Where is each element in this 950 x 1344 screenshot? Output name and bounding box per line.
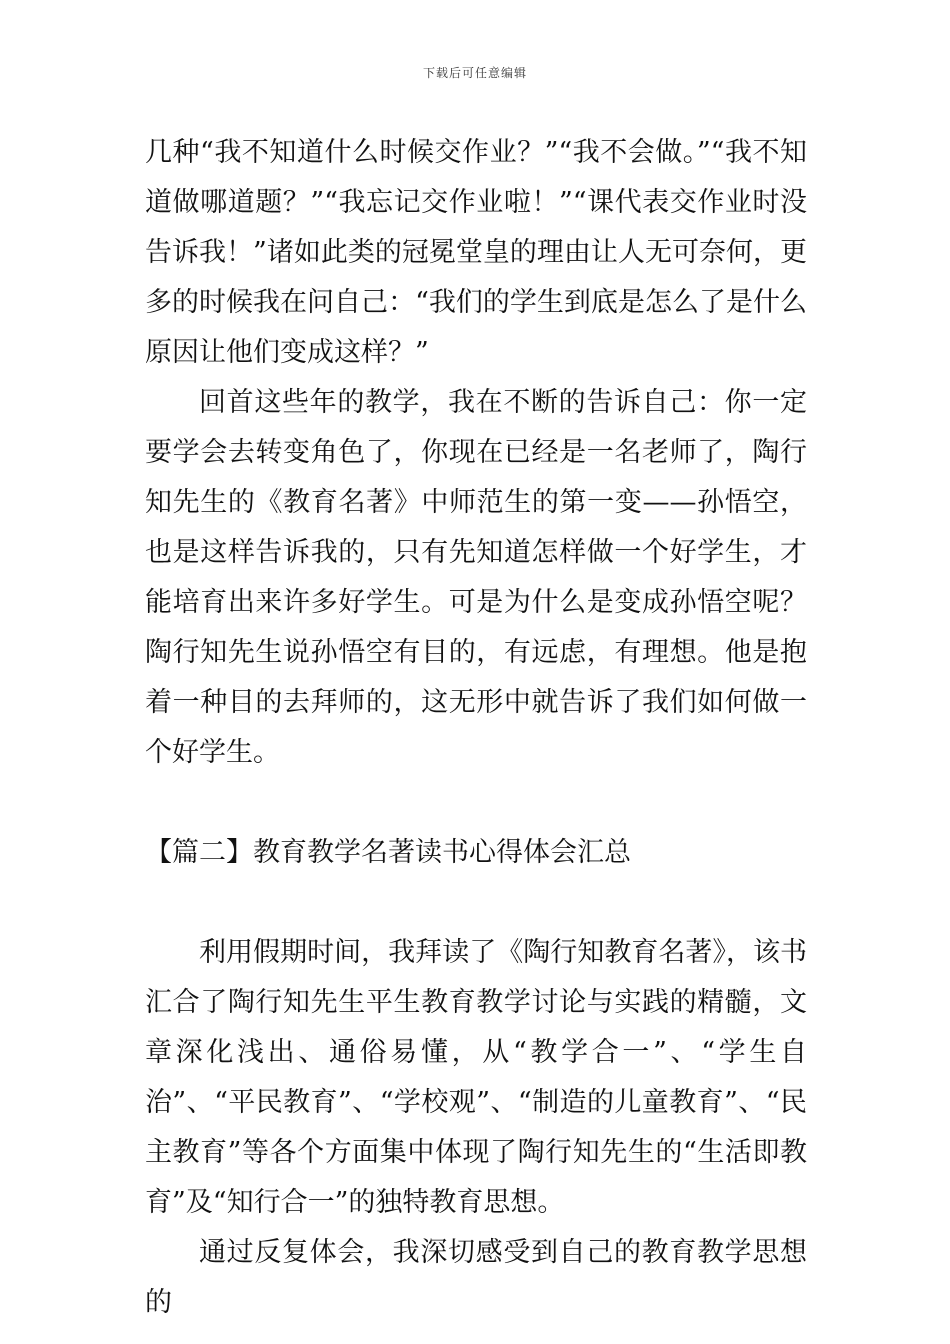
paragraph-continuation: 几种“我不知道什么时候交作业？”“我不会做。”“我不知道做哪道题？”“我忘记交作业啦！”“课代表交作业时没告诉我！”诸如此类的冠冕堂皇的理由让人无可奈何，更多的时候我在问自己：“我们的学生到底是怎么了是什么原因让他们变成这样？” (145, 137, 807, 368)
paragraph-book-intro: 利用假期时间，我拜读了《陶行知教育名著》，该书汇合了陶行知先生平生教育教学讨论与实践的精髓，文章深化浅出、通俗易懂，从“教学合一”、“学生自治”、“平民教育”、“学校观”、“制造的儿童教育”、“民主教育”等各个方面集中体现了陶行知先生的“生活即教育”及“知行合一”的独特教育思想。 (145, 937, 807, 1218)
page-header: 下载后可任意编辑 (422, 66, 527, 80)
paragraph-reflection: 回首这些年的教学，我在不断的告诉自己：你一定要学会去转变角色了，你现在已经是一名老师了，陶行知先生的《教育名著》中师范生的第一变——孙悟空，也是这样告诉我的，只有先知道怎样做一个好学生，才能培育出来许多好学生。可是为什么是变成孙悟空呢？陶行知先生说孙悟空有目的，有远虑，有理想。他是抱着一种目的去拜师的，这无形中就告诉了我们如何做一个好学生。 (145, 387, 807, 768)
document-body (145, 128, 807, 1328)
paragraph-experience: 通过反复体会，我深切感受到自己的教育教学思想的 (145, 1237, 807, 1318)
section-title: 【篇二】教育教学名著读书心得体会汇总 (145, 837, 631, 868)
